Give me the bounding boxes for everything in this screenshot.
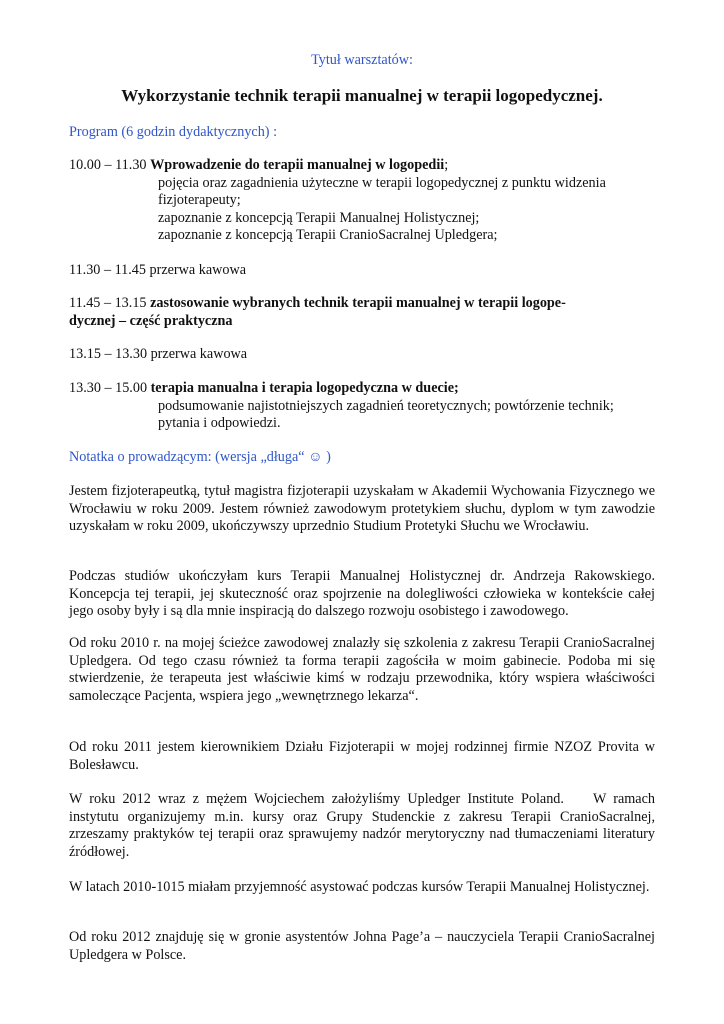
session-1-item: zapoznanie z koncepcją Terapii CranioSacralnej Upledgera; [158, 227, 498, 244]
session-3 [69, 380, 655, 433]
bio-paragraph-lead: W roku 2012 wraz z mężem Wojciechem założyliśmy Upledger Institute Poland. [69, 791, 564, 807]
session-3-time: 13.30 – 15.00 [69, 380, 151, 396]
session-3-item: podsumowanie najistotniejszych zagadnień teoretycznych; powtórzenie technik; pytania i odpowiedzi. [158, 397, 614, 432]
session-2-line-2: dycznej – część praktyczna [69, 312, 233, 329]
session-1-time: 10.00 – 11.30 [69, 157, 151, 173]
bio-paragraph: Od roku 2010 r. na mojej ścieżce zawodowej znalazły się szkolenia z zakresu Terapii CranioSacralnej Upledgera. Od tego czasu również ta forma terapii zagościła w moim gabinecie. Podoba mi się stwierdzenie, że terapeuta jest właściwie kimś w rodzaju przewodnika, który wspiera właściwości samoleczące Pacjenta, wspiera jego „wewnętrznego lekarza“. [69, 635, 655, 704]
bio-paragraph: Jestem fizjoterapeutką, tytuł magistra fizjoterapii uzyskałam w Akademii Wychowania Fizycznego we Wrocławiu w roku 2009. Jestem również zawodowym protetykiem słuchu, dyplom w tym zawodzie uzyskałam w roku 2009, ukończywszy uprzednio Studium Protetyki Słuchu we Wrocławiu. [69, 483, 655, 535]
coffee-break-2: 13.15 – 13.30 przerwa kawowa [69, 346, 248, 362]
bio-paragraph: Od roku 2011 jestem kierownikiem Działu Fizjoterapii w mojej rodzinnej firmie NZOZ Provita w Bolesławcu. [69, 739, 655, 773]
bio-paragraph: W latach 2010-1015 miałam przyjemność asystować podczas kursów Terapii Manualnej Holistycznej. [69, 879, 650, 895]
workshop-title: Wykorzystanie technik terapii manualnej w terapii logopedycznej. [121, 86, 603, 105]
session-2-line-1 [69, 295, 655, 313]
program-heading: Program (6 godzin dydaktycznych) : [69, 124, 278, 140]
session-3-title: terapia manualna i terapia logopedyczna w duecie; [150, 380, 459, 396]
session-2 [69, 295, 655, 330]
session-1-title: Wprowadzenie do terapii manualnej w logopedii [150, 157, 445, 173]
note-heading: Notatka o prowadzącym: (wersja „długa“ ☺ ) [69, 449, 331, 465]
workshop-title-label: Tytuł warsztatów: [311, 52, 413, 68]
session-1 [69, 157, 655, 245]
coffee-break-1: 11.30 – 11.45 przerwa kawowa [69, 262, 247, 278]
session-1-title-suffix: ; [444, 157, 449, 173]
bio-paragraph [69, 791, 655, 861]
session-1-header [69, 157, 655, 175]
bio-paragraph: Od roku 2012 znajduję się w gronie asystentów Johna Page’a – nauczyciela Terapii CranioSacralnej Upledgera w Polsce. [69, 929, 655, 963]
bio-paragraph: Podczas studiów ukończyłam kurs Terapii Manualnej Holistycznej dr. Andrzeja Rakowskiego. Koncepcja tej terapii, jej skuteczność oraz spojrzenie na dolegliwości człowieka w kontekście całej jego osoby były i są dla mnie inspiracją do dalszego rozwoju osobistego i zawodowego. [69, 568, 655, 620]
session-1-item: pojęcia oraz zagadnienia użyteczne w terapii logopedycznej z punktu widzenia fizjoterapeuty; [158, 174, 606, 209]
session-1-item: zapoznanie z koncepcją Terapii Manualnej Holistycznej; [158, 209, 480, 226]
bio-paragraph-rest: W ramach instytutu organizujemy m.in. kursy oraz Grupy Studenckie z zakresu Terapii CranioSacralnej, zrzeszamy praktyków tej terapii oraz sprawujemy nadzór merytoryczny nad tłumaczeniami literatury źródłowej. [69, 791, 655, 860]
session-2-title: zastosowanie wybranych technik terapii manualnej w terapii logope- [150, 295, 566, 311]
session-2-time: 11.45 – 13.15 [69, 295, 151, 311]
session-3-header [69, 380, 655, 398]
